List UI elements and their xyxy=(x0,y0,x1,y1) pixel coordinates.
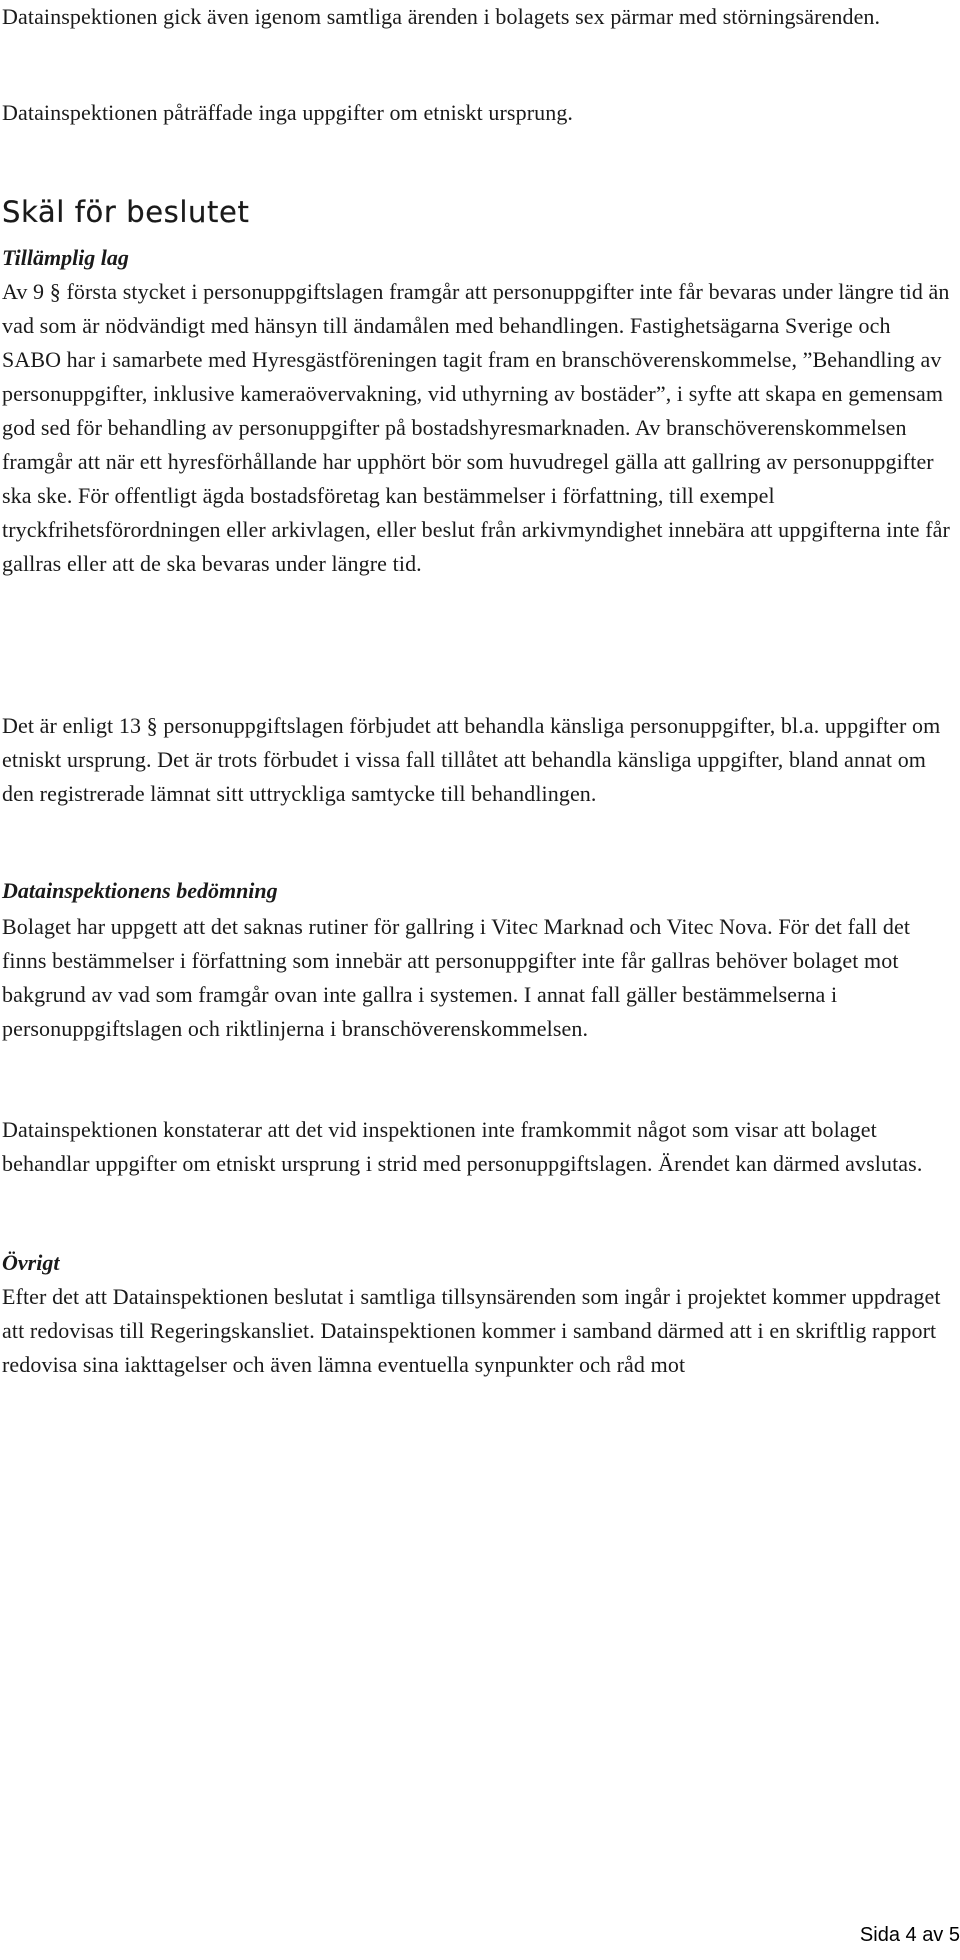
page-indicator: Sida 4 av 5 xyxy=(859,1924,960,1946)
sub-heading-law: Tillämplig lag xyxy=(2,245,129,270)
sub-heading-assessment: Datainspektionens bedömning xyxy=(2,878,278,903)
section-heading: Skäl för beslutet xyxy=(2,195,250,229)
intro-paragraph-2: Datainspektionen påträffade inga uppgifter om etniskt ursprung. xyxy=(2,100,574,125)
law-paragraph-2: Det är enligt 13 § personuppgiftslagen förbjudet att behandla känsliga personuppgifter, bl.a. uppgifter om etniskt ursprung. Det är trots förbudet i vissa fall tillåtet att behandla känsliga uppgifter, bland annat om den registrerade lämnat sitt uttryckliga samtycke till behandlingen. xyxy=(2,713,941,806)
sub-heading-other: Övrigt xyxy=(2,1250,60,1275)
intro-paragraph-1: Datainspektionen gick även igenom samtliga ärenden i bolagets sex pärmar med störningsärenden. xyxy=(2,4,881,29)
assessment-paragraph-1: Bolaget har uppgett att det saknas rutiner för gallring i Vitec Marknad och Vitec Nova. För det fall det finns bestämmelser i författning som innebär att personuppgifter inte får gallras behöver bolaget mot bakgrund av vad som framgår ovan inte gallra i systemen. I annat fall gäller bestämmelserna i personuppgiftslagen och riktlinjerna i branschöverenskommelsen. xyxy=(2,914,911,1041)
assessment-paragraph-2: Datainspektionen konstaterar att det vid inspektionen inte framkommit något som visar att bolaget behandlar uppgifter om etniskt ursprung i strid med personuppgiftslagen. Ärendet kan därmed avslutas. xyxy=(2,1117,923,1176)
law-paragraph-1: Av 9 § första stycket i personuppgiftslagen framgår att personuppgifter inte får bevaras under längre tid än vad som är nödvändigt med hänsyn till ändamålen med behandlingen. Fastighetsägarna Sverige och SABO har i samarbete med Hyresgästföreningen tagit fram en branschöverenskommelse, ”Behandling av personuppgifter, inklusive kameraövervakning, vid uthyrning av bostäder”, i syfte att skapa en gemensam god sed för behandling av personuppgifter på bostadshyresmarknaden. Av branschöverenskommelsen framgår att när ett hyresförhållande har upphört bör som huvudregel gälla att gallring av personuppgifter ska ske. För offentligt ägda bostadsföretag kan bestämmelser i författning, till exempel tryckfrihetsförordningen eller arkivlagen, eller beslut från arkivmyndighet innebära att uppgifterna inte får gallras eller att de ska bevaras under längre tid. xyxy=(2,279,950,576)
other-paragraph-1: Efter det att Datainspektionen beslutat i samtliga tillsynsärenden som ingår i projektet kommer uppdraget att redovisas till Regeringskansliet. Datainspektionen kommer i samband därmed att i en skriftlig rapport redovisa sina iakttagelser och även lämna eventuella synpunkter och råd mot xyxy=(2,1284,941,1377)
